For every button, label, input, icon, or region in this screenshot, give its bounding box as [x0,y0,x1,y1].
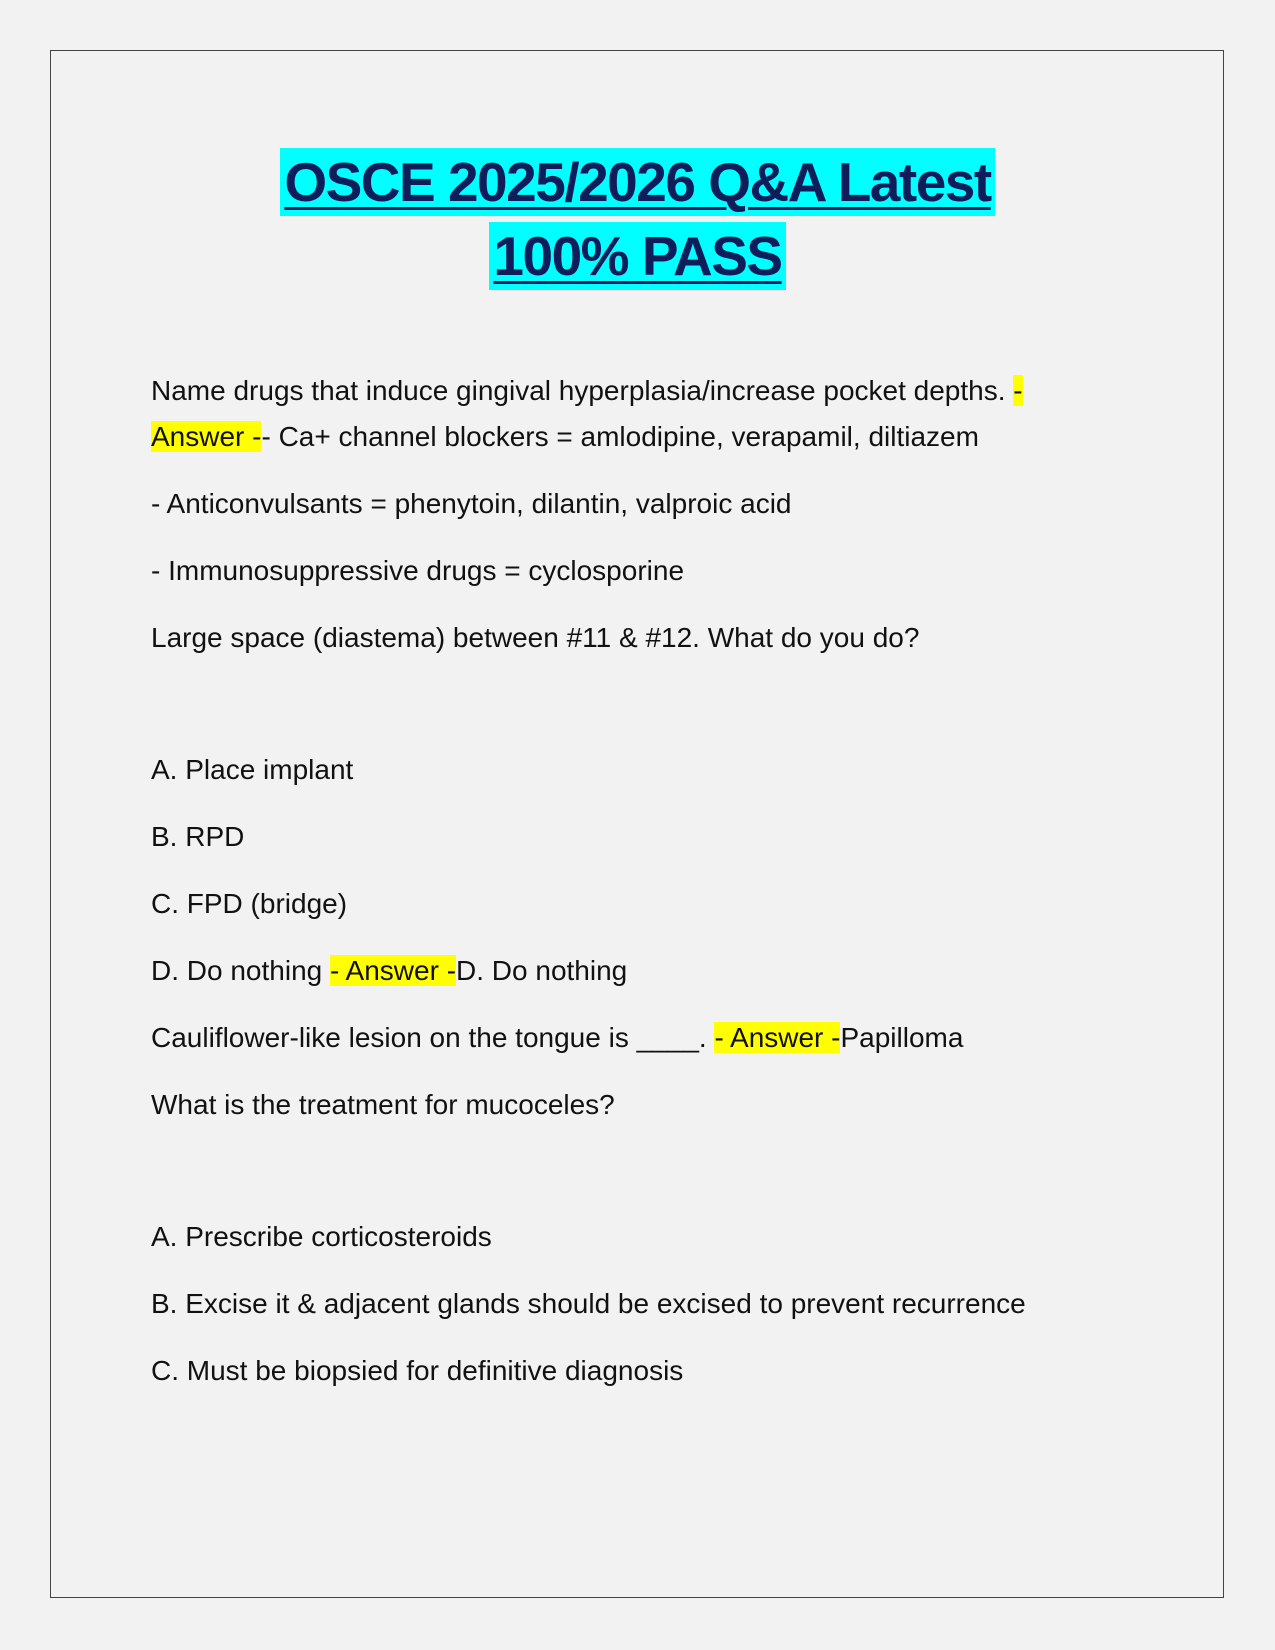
q3-question: Cauliflower-like lesion on the tongue is ____. [151,1022,707,1053]
title-line-1: OSCE 2025/2026 Q&A Latest [280,148,994,216]
q1-answer-1: - Ca+ channel blockers = amlodipine, verapamil, diltiazem [261,421,979,452]
document-title [0,148,1275,290]
q3-answer: Papilloma [840,1022,964,1053]
q4-option-c: C. Must be biopsied for definitive diagnosis [151,1355,684,1386]
document-body [151,368,1111,1394]
q2-answer: D. Do nothing [456,955,628,986]
q1-question: Name drugs that induce gingival hyperplasia/increase pocket depths. [151,375,1006,406]
q4-option-a: A. Prescribe corticosteroids [151,1221,492,1252]
q2-option-d-line [151,948,1111,994]
q1-answer-line-1 [151,414,1111,460]
answer-marker: - Answer - [330,955,457,986]
q2-option-b: B. RPD [151,821,245,852]
q2-option-a: A. Place implant [151,754,354,785]
q2-question: Large space (diastema) between #11 & #12. What do you do? [151,622,920,653]
q1-question-line [151,368,1111,414]
q4-question: What is the treatment for mucoceles? [151,1089,615,1120]
title-line-2: 100% PASS [489,222,785,290]
q2-option-d: D. Do nothing [151,955,323,986]
q2-option-c: C. FPD (bridge) [151,888,348,919]
q3-line [151,1015,1111,1061]
q1-answer-line-2: - Anticonvulsants = phenytoin, dilantin, valproic acid [151,488,792,519]
q4-option-b: B. Excise it & adjacent glands should be excised to prevent recurrence [151,1288,1026,1319]
answer-marker: Answer - [151,421,262,452]
q1-answer-line-3: - Immunosuppressive drugs = cyclosporine [151,555,685,586]
answer-marker: - [1013,375,1023,406]
answer-marker: - Answer - [714,1022,841,1053]
